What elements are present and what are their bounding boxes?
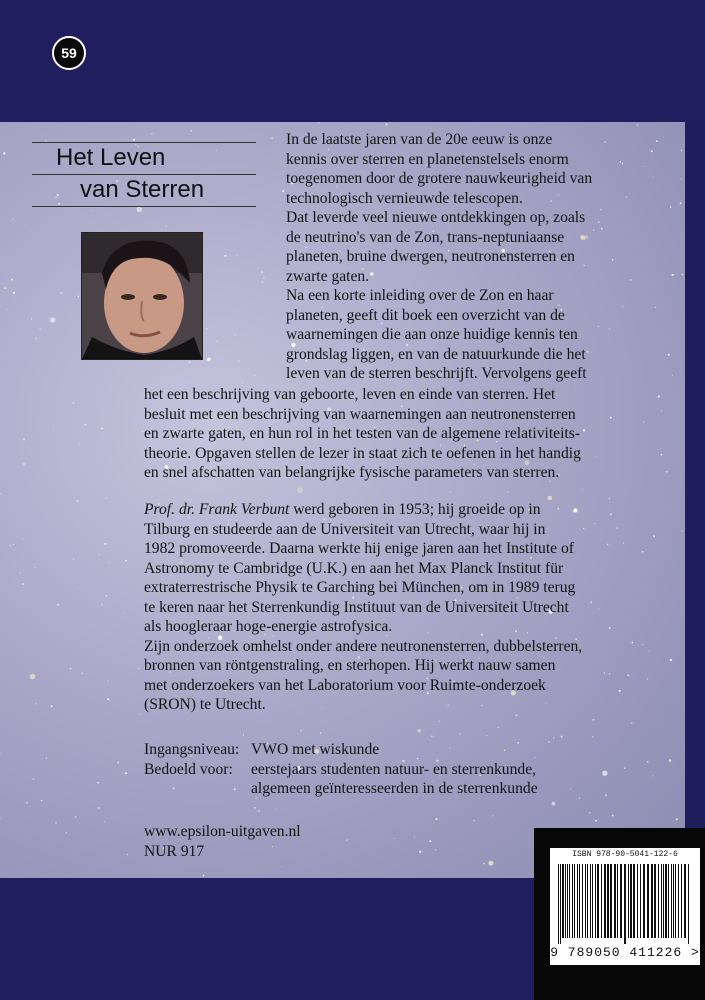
star <box>282 190 284 192</box>
star <box>254 375 255 376</box>
barcode-bar <box>630 864 632 938</box>
star <box>97 782 99 784</box>
star <box>70 668 71 669</box>
barcode-bar <box>628 864 629 938</box>
author-bio-line: (SRON) te Utrecht. <box>144 696 266 713</box>
star <box>30 674 36 680</box>
star <box>133 139 135 141</box>
author-bio-lines <box>144 520 680 715</box>
author-bio-line: te keren naar het Sterrenkundig Instituut van de Universiteit Utrecht <box>144 598 569 616</box>
barcode-bar <box>595 864 596 938</box>
star <box>7 309 8 310</box>
star <box>9 545 11 547</box>
star <box>258 810 260 812</box>
barcode-bar <box>607 864 609 938</box>
star <box>242 382 244 384</box>
star <box>78 296 79 297</box>
star <box>487 735 488 736</box>
star <box>253 360 254 361</box>
star <box>73 559 74 560</box>
star <box>680 202 682 204</box>
intro-continued-line: besluit met een beschrijving van waarnemingen aan neutronensterren <box>144 405 576 423</box>
star <box>297 487 303 493</box>
barcode-bar <box>675 864 676 938</box>
author-bio-line: 1982 promoveerde. Daarna werkte hij enige jaren aan het Institute of <box>144 540 574 557</box>
star <box>516 714 518 716</box>
star <box>254 807 256 809</box>
barcode-bar <box>620 864 622 938</box>
intro-continued-line: en zwarte gaten, en hun rol in het testen van de algemene relativiteits- <box>144 425 581 442</box>
intro-line: waarnemingen die aan onze huidige kennis ten <box>286 326 578 343</box>
star <box>224 255 226 257</box>
star <box>439 721 440 722</box>
barcode-bar <box>569 864 570 938</box>
barcode-bar <box>658 864 659 938</box>
star <box>75 816 77 818</box>
star <box>117 762 119 764</box>
star <box>320 732 322 734</box>
series-number-badge: 59 <box>52 36 86 70</box>
title-line-1: Het Leven <box>32 143 256 175</box>
star <box>680 178 681 179</box>
intro-line: toegenomen door de grotere nauwkeurigheid van <box>286 170 593 187</box>
intro-line: leven van de sterren beschrijft. Vervolgens geeft <box>286 365 587 382</box>
star <box>107 680 109 682</box>
star <box>271 137 273 139</box>
star <box>123 612 124 613</box>
publisher-website: www.epsilon-uitgaven.nl <box>144 823 301 840</box>
star <box>207 358 210 361</box>
star <box>300 730 301 731</box>
star <box>151 133 152 134</box>
audience-label: Bedoeld voor: <box>144 760 233 778</box>
back-cover-panel <box>0 122 685 878</box>
barcode-bar <box>610 864 612 938</box>
star <box>498 727 500 729</box>
star <box>488 861 493 866</box>
barcode-bar <box>614 864 616 938</box>
star <box>483 863 485 865</box>
star <box>319 122 320 123</box>
star <box>637 124 639 126</box>
barcode-bar <box>637 864 638 938</box>
barcode-bar <box>579 864 580 938</box>
star <box>27 447 28 448</box>
intro-continued-line: theorie. Opgaven stellen de lezer in staat zich te oefenen in het handig <box>144 444 581 462</box>
star <box>676 818 678 820</box>
star <box>262 282 263 283</box>
barcode-bar <box>688 864 689 944</box>
star <box>12 218 14 220</box>
barcode-box <box>534 828 705 1000</box>
level-row <box>144 740 680 760</box>
star <box>127 854 129 856</box>
author-bio-line: met onderzoekers van het Laboratorium voor Ruimte-onderzoek <box>144 676 546 694</box>
barcode-bar <box>562 864 564 938</box>
star <box>0 493 1 495</box>
star <box>190 130 192 132</box>
star <box>431 735 433 737</box>
audience-spacer <box>144 779 251 799</box>
star <box>139 714 140 715</box>
star <box>553 737 554 738</box>
star <box>23 463 25 465</box>
star <box>66 832 67 833</box>
star <box>386 123 388 125</box>
intro-line: In de laatste jaren van de 20e eeuw is onze <box>286 131 553 148</box>
barcode-bar <box>587 864 588 938</box>
book-title <box>32 142 256 207</box>
audience-value-2: algemeen geïnteresseerden in de sterrenkunde <box>251 780 538 797</box>
intro-line: technologisch vernieuwde telescopen. <box>286 189 523 207</box>
star <box>137 207 143 213</box>
author-bio-line: bronnen van röntgenstraling, en sterhopen. Hij werkt nauw samen <box>144 657 556 674</box>
star <box>75 272 76 273</box>
star <box>109 700 110 701</box>
barcode-bar <box>624 864 626 944</box>
barcode-bar <box>647 864 649 938</box>
barcode-bar <box>671 864 672 938</box>
barcode-bar <box>597 864 599 938</box>
barcode-bar <box>643 864 645 938</box>
star <box>39 328 41 330</box>
barcode-bar <box>582 864 583 938</box>
intro-line: de neutrino's van de Zon, trans-neptuniaanse <box>286 228 565 246</box>
barcode-bar <box>558 864 559 944</box>
intro-line: Dat leverde veel nieuwe ontdekkingen op, zoals <box>286 209 586 226</box>
star <box>13 544 14 545</box>
star <box>11 279 13 281</box>
author-bio-first-rest: werd geboren in 1953; hij groeide op in <box>289 501 541 518</box>
star <box>107 698 109 700</box>
intro-line: planeten, bruine dwergen, neutronensterren en <box>286 248 575 265</box>
star <box>33 778 35 780</box>
author-bio <box>144 500 680 715</box>
intro-paragraph <box>286 130 678 384</box>
author-bio-line: Astronomy te Cambridge (U.K.) en aan het Max Planck Institut für <box>144 559 564 577</box>
star <box>243 734 244 735</box>
star <box>79 444 80 445</box>
star <box>435 818 437 820</box>
barcode-bar <box>661 864 662 938</box>
barcode-bar <box>633 864 635 938</box>
star <box>35 338 37 340</box>
star <box>104 543 106 545</box>
star <box>55 822 56 823</box>
barcode-bar <box>585 864 586 938</box>
intro-line: kennis over sterren en planetenstelsels enorm <box>286 150 569 168</box>
star <box>106 595 108 597</box>
star <box>261 271 263 273</box>
star <box>99 554 100 555</box>
star <box>138 668 139 669</box>
barcode-bar <box>592 864 593 938</box>
level-value: VWO met wiskunde <box>251 741 380 758</box>
star <box>41 800 43 802</box>
star <box>78 588 79 589</box>
barcode-bars <box>558 864 692 944</box>
audience-row <box>144 760 680 780</box>
star <box>77 500 79 502</box>
star <box>682 531 683 532</box>
author-bio-first-line <box>144 500 680 520</box>
barcode-label <box>550 848 700 965</box>
star <box>166 226 167 227</box>
audience-value-1: eerstejaars studenten natuur- en sterrenkunde, <box>251 760 537 778</box>
barcode-bar <box>654 864 656 938</box>
intro-continued-line: en snel afschatten van belangrijke fysische parameters van sterren. <box>144 464 560 481</box>
author-portrait <box>81 232 203 360</box>
star <box>73 402 75 404</box>
star <box>507 491 508 492</box>
star <box>1 753 2 754</box>
barcode-bar <box>560 864 561 944</box>
star <box>101 604 103 606</box>
star <box>592 736 594 738</box>
barcode-bar <box>617 864 618 938</box>
star <box>450 492 451 493</box>
nur-code: NUR 917 <box>144 842 205 860</box>
author-bio-line: Zijn onderzoek omhelst onder andere neutronensterren, dubbelsterren, <box>144 637 583 655</box>
star <box>23 438 25 440</box>
star <box>104 821 105 822</box>
star <box>237 255 238 256</box>
star <box>238 360 239 361</box>
star <box>0 818 1 819</box>
star <box>235 334 236 335</box>
author-bio-line: als hoogleraar hoge-energie astrofysica. <box>144 618 393 635</box>
star <box>92 210 93 211</box>
star <box>125 560 127 562</box>
star <box>23 539 24 540</box>
star <box>31 318 32 319</box>
star <box>22 583 24 585</box>
star <box>84 424 86 426</box>
barcode-bar <box>604 864 606 938</box>
star <box>217 341 218 342</box>
level-info <box>144 740 680 799</box>
barcode-bar <box>565 864 566 938</box>
star <box>263 277 265 279</box>
barcode-bar <box>673 864 674 938</box>
star <box>53 429 54 430</box>
star <box>51 705 53 707</box>
barcode-bar <box>681 864 682 938</box>
author-bio-line: extraterrestrische Physik te Garching bei München, om in 1989 terug <box>144 579 576 596</box>
barcode-bar <box>590 864 591 938</box>
intro-continued-line: het een beschrijving van geboorte, leven en einde van sterren. Het <box>144 386 556 403</box>
barcode-bar <box>663 864 664 938</box>
star <box>13 292 15 294</box>
star <box>492 815 493 816</box>
barcode-bar <box>577 864 578 938</box>
title-line-2: van Sterren <box>32 175 256 207</box>
star <box>101 428 103 430</box>
author-bio-line: Tilburg en studeerde aan de Universiteit van Utrecht, waar hij in <box>144 520 546 538</box>
star <box>592 719 594 721</box>
star <box>106 497 108 499</box>
barcode-bar <box>665 864 667 938</box>
ean-number: 9 789050 411226 > <box>550 945 700 960</box>
star <box>3 152 5 154</box>
barcode-bar <box>684 864 686 938</box>
star <box>35 567 36 568</box>
star <box>281 867 282 868</box>
star <box>207 328 208 329</box>
barcode-bar <box>678 864 679 938</box>
star <box>417 729 421 733</box>
intro-paragraph-continued <box>144 385 680 483</box>
star <box>50 317 55 322</box>
barcode-bar <box>567 864 568 938</box>
star <box>459 733 461 735</box>
star <box>20 572 21 573</box>
star <box>560 736 562 738</box>
intro-line: Na een korte inleiding over de Zon en haar <box>286 287 554 304</box>
star <box>189 361 191 363</box>
star <box>25 224 26 225</box>
publisher-footer <box>144 822 444 861</box>
barcode-bar <box>640 864 641 938</box>
star <box>595 820 597 822</box>
top-band <box>0 0 705 122</box>
star <box>60 292 62 294</box>
barcode-bar <box>601 864 602 938</box>
star <box>4 287 6 289</box>
barcode-bar <box>574 864 575 938</box>
audience-row-2 <box>144 779 680 799</box>
star <box>125 772 127 774</box>
star <box>109 562 110 563</box>
level-label: Ingangsniveau: <box>144 741 240 758</box>
star <box>35 703 37 705</box>
star <box>57 604 59 606</box>
star <box>98 807 100 809</box>
star <box>682 274 684 276</box>
barcode-bar <box>668 864 669 938</box>
intro-line: zwarte gaten. <box>286 267 370 285</box>
star <box>552 802 556 806</box>
star <box>612 815 614 817</box>
barcode-bar <box>651 864 653 938</box>
star <box>631 723 632 724</box>
intro-line: grondslag liggen, en van de natuurkunde die het <box>286 345 586 363</box>
star <box>81 673 83 675</box>
star <box>681 150 682 151</box>
barcode-bar <box>572 864 573 938</box>
star <box>203 875 205 877</box>
star <box>275 808 276 809</box>
star <box>582 490 583 491</box>
intro-line: planeten, geeft dit boek een overzicht van de <box>286 306 565 324</box>
star <box>473 820 475 822</box>
star <box>46 757 48 759</box>
star <box>26 802 28 804</box>
isbn-text: ISBN 978-90-5041-122-6 <box>572 850 678 859</box>
author-name: Prof. dr. Frank Verbunt <box>144 501 290 518</box>
star <box>589 812 591 814</box>
